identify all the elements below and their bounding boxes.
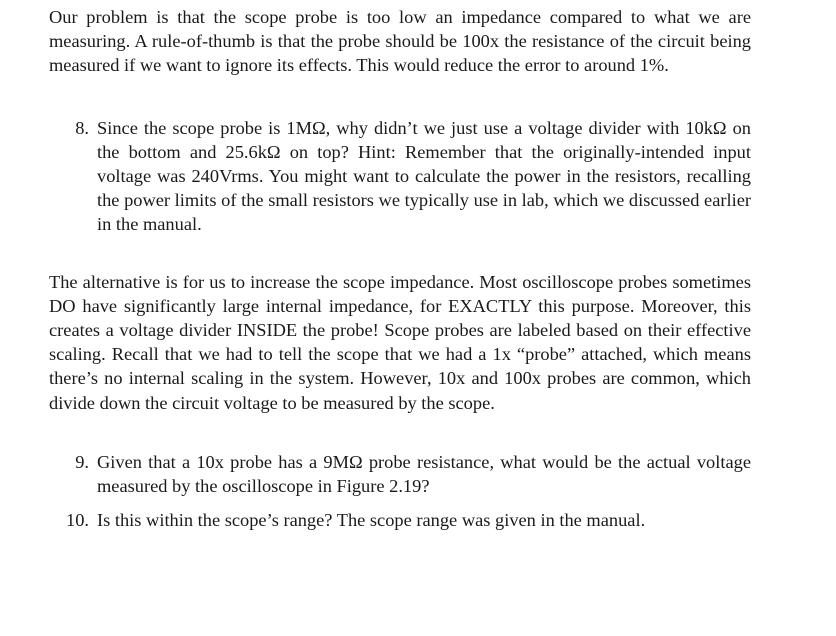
question-list-8 bbox=[49, 116, 751, 237]
question-10-number: 10. bbox=[66, 510, 89, 531]
question-8-text: Since the scope probe is 1MΩ, why didn’t we just use a voltage divider with 10kΩ on the bottom and 25.6kΩ on top? Hint: Remember that the originally-intended input voltage was 240Vrms. You might want to calculate the power in the resistors, recalling the power limits of the small resistors we typically use in lab, which we discussed earlier in the manual. bbox=[97, 117, 751, 235]
alternative-paragraph: The alternative is for us to increase the scope impedance. Most oscilloscope probes sometimes DO have significantly large internal impedance, for EXACTLY this purpose. Moreover, this creates a voltage divider INSIDE the probe! Scope probes are labeled based on their effective scaling. Recall that we had to tell the scope that we had a 1x “probe” attached, which means there’s no internal scaling in the system. However, 10x and 100x probes are common, which divide down the circuit voltage to be measured by the scope. bbox=[49, 271, 751, 413]
question-9-number: 9. bbox=[75, 451, 89, 472]
question-9 bbox=[49, 450, 751, 498]
question-10-text: Is this within the scope’s range? The scope range was given in the manual. bbox=[97, 510, 646, 531]
question-8 bbox=[49, 116, 751, 237]
question-list-9-10 bbox=[49, 450, 751, 533]
document-page bbox=[49, 5, 751, 532]
question-10 bbox=[49, 508, 751, 532]
question-8-number: 8. bbox=[75, 117, 89, 138]
question-9-text: Given that a 10x probe has a 9MΩ probe resistance, what would be the actual voltage measured by the oscilloscope in Figure 2.19? bbox=[97, 451, 751, 497]
intro-paragraph: Our problem is that the scope probe is too low an impedance compared to what we are measuring. A rule-of-thumb is that the probe should be 100x the resistance of the circuit being measured if we want to ignore its effects. This would reduce the error to around 1%. bbox=[49, 7, 751, 76]
